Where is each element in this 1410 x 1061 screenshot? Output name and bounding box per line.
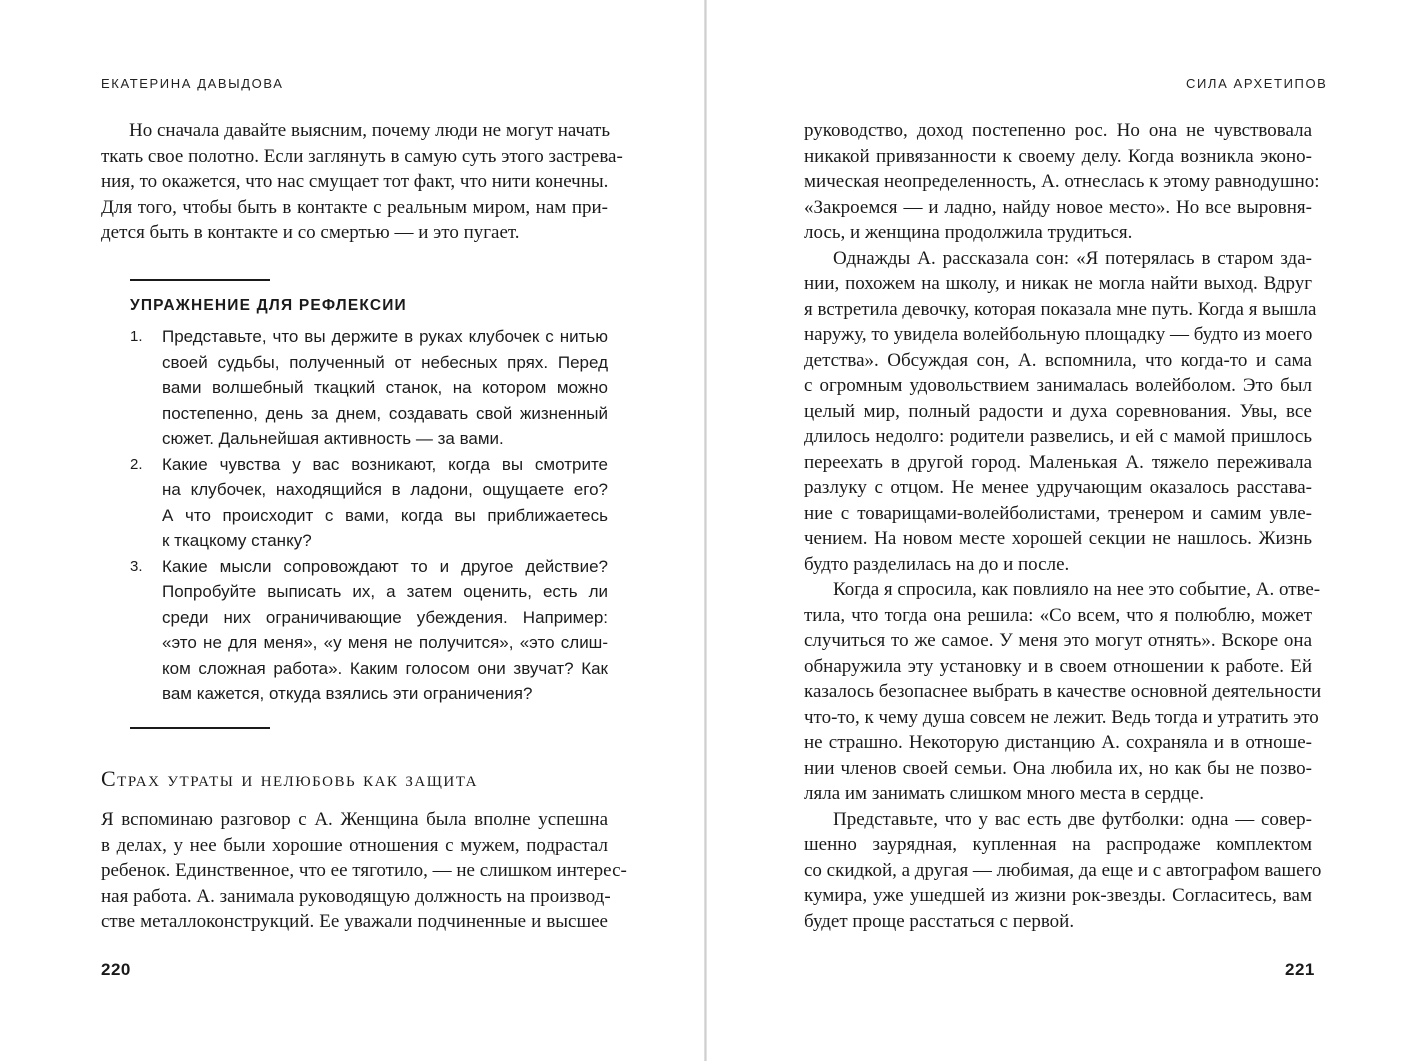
text-line: Представьте, что у вас есть две футболки: одна — совер- [833, 808, 1312, 830]
text-line: нии, похожем на школу, и никак не могла найти выход. Вдруг [804, 273, 1312, 294]
exercise-bottom-rule [130, 727, 270, 729]
exercise-item-number: 1. [130, 328, 143, 345]
text-line: Когда я спросила, как повлияло на нее это событие, А. отве- [833, 579, 1321, 600]
text-line: вами волшебный ткацкий станок, на котором можно [162, 378, 608, 397]
text-line: обнаружила эту установку и в своем отношении к работе. Ей [804, 655, 1312, 677]
text-line: Какие мысли сопровождают то и другое действие? [162, 556, 608, 576]
text-line: лось, и женщина продолжила трудиться. [804, 222, 1133, 243]
paragraph [804, 118, 1320, 246]
text-line: ляла им занимать слишком много места в сердце. [804, 783, 1204, 804]
text-line: ткать свое полотно. Если заглянуть в самую суть этого застрева- [101, 145, 623, 167]
text-line: я встретила девочку, которая показала мне путь. Когда я вышла [804, 298, 1317, 320]
paragraph [804, 246, 1317, 578]
text-line: дется быть в контакте и со смертью — и это пугает. [101, 222, 520, 243]
page-number: 221 [1285, 960, 1315, 979]
paragraph [804, 577, 1322, 807]
exercise-title: УПРАЖНЕНИЕ ДЛЯ РЕФЛЕКСИИ [130, 297, 407, 314]
text-line: со скидкой, а другая — любимая, да еще и с автографом вашего [804, 859, 1322, 881]
text-line: мическая неопределенность, А. отнеслась к этому равнодушно: [804, 171, 1320, 192]
text-line: переехать в другой город. Маленькая А. тяжело переживала [804, 451, 1312, 473]
text-line: детства». Обсуждая сон, А. вспомнила, что когда-то и сама [804, 349, 1312, 371]
text-line: Однажды А. рассказала сон: «Я потерялась в старом зда- [833, 247, 1312, 269]
exercise-item-number: 3. [130, 557, 143, 575]
text-line: постепенно, день за днем, создавать свой жизненный [162, 403, 608, 423]
text-line: ния, то окажется, что нас смущает тот факт, что нити конечны. [101, 171, 609, 192]
text-line: что-то, к чему душа совсем не лежит. Ведь тогда и утратить это [804, 706, 1319, 728]
text-line: ком сложная работа». Каким голосом они звучат? Как [162, 658, 608, 678]
text-line: ребенок. Единственное, что ее тяготило, — не слишком интерес- [101, 860, 627, 881]
exercise-top-rule [130, 279, 270, 281]
text-line: ние с товарищами-волейболистами, тренером и самим увле- [804, 502, 1312, 524]
text-line: к ткацкому станку? [162, 531, 312, 550]
intro-paragraph [101, 118, 623, 246]
text-line: никакой привязанности к своему делу. Когда возникла эконо- [804, 145, 1312, 167]
text-line: разлуку с отцом. Не менее удручающим оказалось расстава- [804, 477, 1312, 498]
exercise-item [130, 324, 608, 452]
paragraph [804, 807, 1322, 935]
section-heading: Страх утраты и нелюбовь как защита [101, 766, 478, 791]
text-line: стве металлоконструкций. Ее уважали подчиненные и высшее [101, 911, 608, 932]
text-line: ная работа. А. занимала руководящую должность на производ- [101, 885, 611, 907]
text-line: шенно заурядная, купленная на распродаже комплектом [804, 834, 1312, 855]
text-line: наружу, то увидела волейбольную площадку — будто из моего [804, 324, 1313, 345]
page-number: 220 [101, 960, 131, 979]
text-line: не страшно. Некоторую дистанцию А. сохраняла и в отноше- [804, 732, 1312, 753]
text-line: целый мир, полный радости и духа соревнования. Увы, все [804, 400, 1312, 422]
text-line: на клубочек, находящийся в ладони, ощущаете его? [162, 480, 608, 499]
text-line: среди них ограничивающие убеждения. Например: [162, 607, 608, 627]
text-line: казалось безопаснее выбрать в качестве основной деятельности [804, 681, 1322, 702]
text-line: чением. На новом месте хорошей секции не нашлось. Жизнь [804, 528, 1312, 549]
left-page [0, 0, 704, 1061]
text-line: «Закроемся — и ладно, найду новое место». Но все выровня- [804, 196, 1312, 218]
text-line: Я вспоминаю разговор с А. Женщина была вполне успешна [101, 809, 608, 830]
text-line: Какие чувства у вас возникают, когда вы смотрите [162, 454, 608, 474]
text-line: «это не для меня», «у меня не получится», «это слиш- [162, 633, 608, 652]
text-line: Попробуйте выписать их, а затем оценить, есть ли [162, 582, 608, 601]
text-line: своей судьбы, полученный от небесных прях. Перед [162, 352, 608, 372]
text-line: сюжет. Дальнейшая активность — за вами. [162, 429, 504, 448]
right-body [804, 118, 1322, 934]
exercise-list [130, 324, 608, 707]
text-line: нии членов своей семьи. Она любила их, но как бы не позво- [804, 757, 1312, 779]
section-paragraph [101, 807, 627, 935]
text-line: с огромным удовольствием занималась волейболом. Это был [804, 375, 1312, 396]
right-page [707, 0, 1410, 1061]
text-line: кумира, уже ушедшей из жизни рок-звезды. Согласитесь, вам [804, 885, 1312, 906]
running-head-title: СИЛА АРХЕТИПОВ [1186, 76, 1328, 91]
text-line: А что происходит с вами, когда вы приближаетесь [162, 505, 608, 525]
text-line: случиться то же самое. У меня это могут отнять». Вскоре она [804, 630, 1312, 651]
text-line: будто разделилась на до и после. [804, 553, 1070, 575]
text-line: руководство, доход постепенно рос. Но она не чувствовала [804, 120, 1312, 141]
exercise-item [130, 554, 608, 707]
text-line: тила, что тогда она решила: «Со всем, что я полюблю, может [804, 604, 1312, 626]
running-head-author: ЕКАТЕРИНА ДАВЫДОВА [101, 76, 284, 91]
text-line: длилось недолго: родители развелись, и ей с мамой пришлось [804, 426, 1312, 447]
text-line: в делах, у нее были хорошие отношения с мужем, подрастал [101, 834, 608, 856]
text-line: вам кажется, откуда взялись эти ограничения? [162, 684, 533, 703]
text-line: Для того, чтобы быть в контакте с реальным миром, нам при- [101, 196, 608, 218]
exercise-item [130, 452, 608, 554]
text-line: Представьте, что вы держите в руках клубочек с нитью [162, 327, 608, 346]
exercise-item-number: 2. [130, 455, 143, 473]
text-line: будет проще расстаться с первой. [804, 910, 1075, 932]
text-line: Но сначала давайте выясним, почему люди не могут начать [129, 120, 611, 141]
